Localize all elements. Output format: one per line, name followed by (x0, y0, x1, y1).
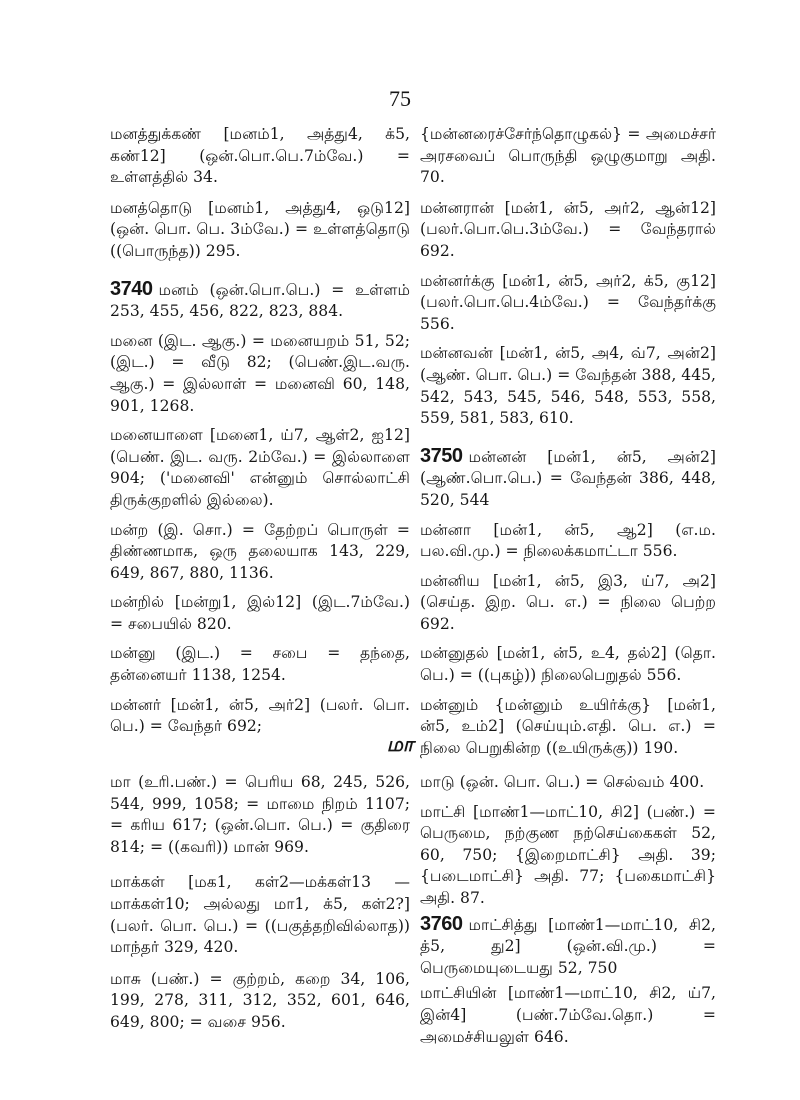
dictionary-entry: மாக்கள் [மக1, கள்2—மக்கள்13 —மாக்கள்10; அல்லது மா1, க்5, கள்2?] (பலர். பொ. பெ.) = ((பகுத்தறிவில்லாத)) மாந்தர் 329, 420. (110, 873, 410, 957)
dictionary-entry: 3740 மனம் (ஒன்.பொ.பெ.) = உள்ளம் 253, 455, 456, 822, 823, 884. (110, 277, 410, 321)
dictionary-entry: மன்னர் [மன்1, ன்5, அர்2] (பலர். பொ. பெ.) = வேந்தர் 692; (110, 695, 410, 736)
dictionary-entry: மாடு (ஒன். பொ. பெ.) = செல்வம் 400. (420, 773, 705, 791)
dictionary-entry: மாசு (பண்.) = குற்றம், கறை 34, 106, 199, 278, 311, 312, 352, 601, 646, 649, 800; = வசை 956. (110, 969, 410, 1031)
dictionary-entry: மன்ற (இ. சொ.) = தேற்றப் பொருள் = திண்ணமாக, ஒரு தலையாக 143, 229, 649, 867, 880, 1136. (110, 520, 410, 582)
dictionary-entry: மா (உரி.பண்.) = பெரிய 68, 245, 526, 544, 999, 1058; = மாமை நிறம் 1107; = கரிய 617; (ஒன்.பொ. பெ.) = குதிரை 814; = ((கவரி)) மான் 969. (110, 773, 410, 856)
dictionary-entry: மன்னரான் [மன்1, ன்5, அர்2, ஆன்12] (பலர்.பொ.பெ.3ம்வே.) = வேந்தரால் 692. (420, 198, 716, 260)
dictionary-entry: மன்னிய [மன்1, ன்5, இ3, ய்7, அ2] (செய்த. இற. பெ. எ.) = நிலை பெற்ற 692. (420, 571, 716, 633)
dictionary-entry: {மன்னரைச்சேர்ந்தொழுகல்} = அமைச்சர் அரசவைப் பொருந்தி ஒழுகுமாறு அதி. 70. (420, 125, 716, 187)
dictionary-entry: மனத்துக்கண் [மனம்1, அத்து4, க்5, கண்12] (ஒன்.பொ.பெ.7ம்வே.) = உள்ளத்தில் 34. (110, 125, 410, 187)
dictionary-entry: மன்னர்க்கு [மன்1, ன்5, அர்2, க்5, கு12] (பலர்.பொ.பெ.4ம்வே.) = வேந்தர்க்கு 556. (420, 271, 716, 333)
dictionary-entry: மாட்சி [மாண்1—மாட்10, சி2] (பண்.) = பெருமை, நற்குண நற்செய்கைகள் 52, 60, 750; {இறைமாட்சி} அதி. 39; {படைமாட்சி} அதி. 77; {பகைமாட்சி} அதி. 87. (420, 802, 716, 907)
dictionary-entry: மனையாளை [மனை1, ய்7, ஆள்2, ஐ12] (பெண். இட. வரு. 2ம்வே.) = இல்லாளை 904; ('மனைவி' என்னும் சொல்லாட்சி திருக்குறளில் இல்லை). (110, 426, 410, 509)
right-column-bottom (420, 772, 716, 1048)
left-column-bottom (110, 772, 410, 1034)
section-heading: மா (386, 732, 414, 756)
dictionary-entry: மனத்தொடு [மனம்1, அத்து4, ஒடு12] (ஒன். பொ. பெ. 3ம்வே.) = உள்ளத்தொடு ((பொருந்த)) 295. (110, 198, 410, 260)
left-column-top (110, 124, 410, 738)
dictionary-entry: மன்னவன் [மன்1, ன்5, அ4, வ்7, அன்2] (ஆண். பொ. பெ.) = வேந்தன் 388, 445, 542, 543, 545, 546, 548, 553, 558, 559, 581, 583, 610. (420, 344, 716, 428)
dictionary-entry: மன்னும் {மன்னும் உயிர்க்கு} [மன்1, ன்5, உம்2] (செய்யும்.எதி. பெ. எ.) = நிலை பெறுகின்ற ((உயிருக்கு)) 190. (420, 695, 716, 757)
dictionary-entry: மனை (இட. ஆகு.) = மனையறம் 51, 52; (இட.) = வீடு 82; (பெண்.இட.வரு. ஆகு.) = இல்லாள் = மனைவி 60, 148, 901, 1268. (110, 331, 410, 415)
right-column-top (420, 124, 716, 759)
dictionary-entry: 3760 மாட்சித்து [மாண்1—மாட்10, சி2, த்5, து2] (ஒன்.வி.மு.) = பெருமையுடையது 52, 750 (420, 912, 716, 977)
entry-number: 3740 (110, 277, 153, 300)
dictionary-entry: மாட்சியின் [மாண்1—மாட்10, சி2, ய்7, இன்4] (பண்.7ம்வே.தொ.) = அமைச்சியலுள் 646. (420, 984, 716, 1046)
entry-number: 3750 (420, 444, 463, 467)
dictionary-entry: மன்னு (இட.) = சபை = தந்தை, தன்னையர் 1138, 1254. (110, 644, 410, 685)
dictionary-entry: மன்னா [மன்1, ன்5, ஆ2] (எ.ம. பல.வி.மு.) = நிலைக்கமாட்டா 556. (420, 520, 716, 561)
entry-number: 3760 (420, 912, 463, 935)
dictionary-entry: மன்னுதல் [மன்1, ன்5, உ4, தல்2] (தொ. பெ.) = ((புகழ்)) நிலைபெறுதல் 556. (420, 644, 716, 685)
page-number: 75 (389, 86, 411, 111)
dictionary-entry: மன்றில் [மன்று1, இல்12] (இட.7ம்வே.) = சபையில் 820. (110, 593, 410, 633)
dictionary-entry: 3750 மன்னன் [மன்1, ன்5, அன்2] (ஆண்.பொ.பெ.) = வேந்தன் 386, 448, 520, 544 (420, 444, 716, 509)
